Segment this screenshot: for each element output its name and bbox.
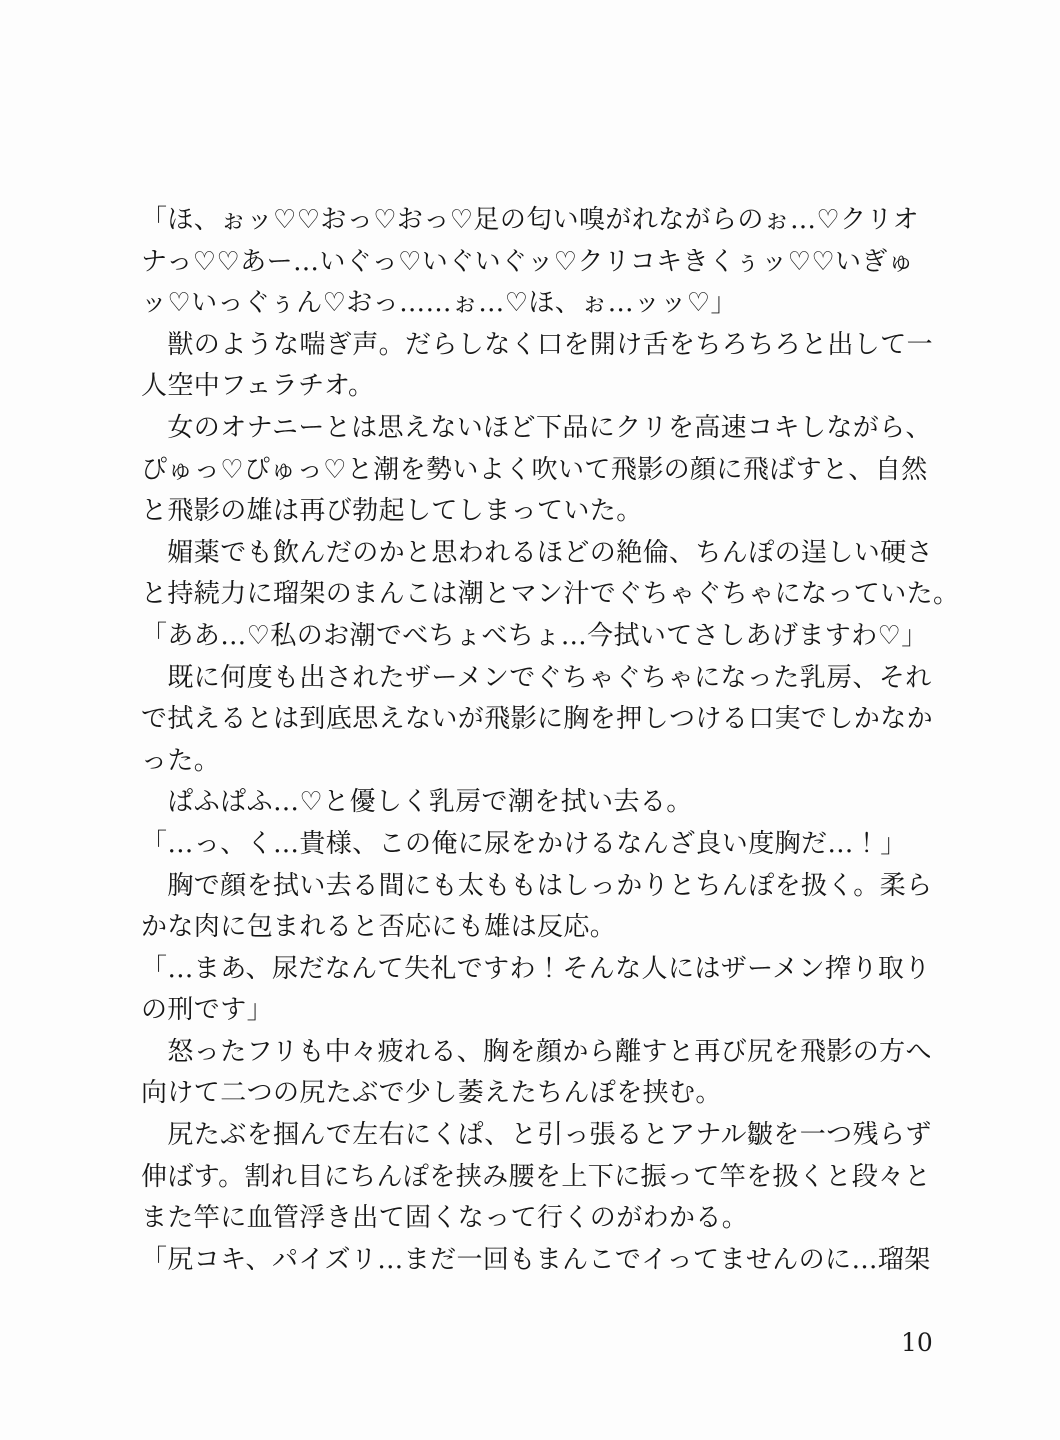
text-line: ナっ♡♡あー…いぐっ♡いぐいぐッ♡クリコキきくぅッ♡♡いぎゅ — [141, 246, 915, 277]
text-line: 向けて二つの尻たぶで少し萎えたちんぽを挟む。 — [141, 1078, 722, 1109]
text-line: 女のオナニーとは思えないほど下品にクリを高速コキしながら、 — [141, 412, 932, 443]
text-line: 「…まあ、尿だなんて失礼ですわ！そんな人にはザーメン搾り取り — [141, 953, 931, 984]
page-number: 10 — [901, 1328, 933, 1357]
text-line: かな肉に包まれると否応にも雄は反応。 — [141, 912, 617, 943]
text-line: と飛影の雄は再び勃起してしまっていた。 — [141, 496, 643, 527]
text-line: 媚薬でも飲んだのかと思われるほどの絶倫、ちんぽの逞しい硬さ — [141, 537, 934, 568]
text-line: 既に何度も出されたザーメンでぐちゃぐちゃになった乳房、それ — [141, 662, 932, 693]
text-line: 伸ばす。割れ目にちんぽを挟み腰を上下に振って竿を扱くと段々と — [141, 1161, 931, 1192]
text-line: また竿に血管浮き出て固くなって行くのがわかる。 — [141, 1203, 749, 1234]
text-line: 「…っ、く…貴様、この俺に尿をかけるなんざ良い度胸だ…！」 — [141, 828, 907, 859]
text-line: 獣のような喘ぎ声。だらしなく口を開け舌をちろちろと出して一 — [141, 329, 934, 360]
text-line: 「ああ…♡私のお潮でべちょべちょ…今拭いてさしあげますわ♡」 — [141, 620, 928, 651]
body-text — [141, 200, 960, 1281]
text-line: 「ほ、ぉッ♡♡おっ♡おっ♡足の匂い嗅がれながらのぉ…♡クリオ — [141, 205, 920, 235]
text-line: 尻たぶを掴んで左右にくぱ、と引っ張るとアナル皺を一つ残らず — [141, 1120, 932, 1151]
text-line: ぴゅっ♡ぴゅっ♡と潮を勢いよく吹いて飛影の顔に飛ばすと、自然 — [141, 454, 928, 485]
text-line: ぱふぱふ…♡と優しく乳房で潮を拭い去る。 — [141, 787, 693, 818]
text-line: と持続力に瑠架のまんこは潮とマン汁でぐちゃぐちゃになっていた。 — [141, 579, 960, 610]
text-line: 怒ったフリも中々疲れる、胸を顔から離すと再び尻を飛影の方へ — [141, 1036, 932, 1067]
text-line: ッ♡いっぐぅん♡おっ……ぉ…♡ほ、ぉ…ッッ♡」 — [141, 288, 737, 319]
text-line: 「尻コキ、パイズリ…まだ一回もまんこでイってませんのに…瑠架 — [141, 1244, 931, 1275]
text-line: 胸で顔を拭い去る間にも太ももはしっかりとちんぽを扱く。柔ら — [141, 870, 933, 901]
text-line: った。 — [141, 745, 221, 776]
text-line: の刑です」 — [141, 995, 274, 1026]
text-line: で拭えるとは到底思えないが飛影に胸を押しつける口実でしかなか — [141, 704, 934, 735]
text-line: 人空中フェラチオ。 — [141, 371, 375, 402]
